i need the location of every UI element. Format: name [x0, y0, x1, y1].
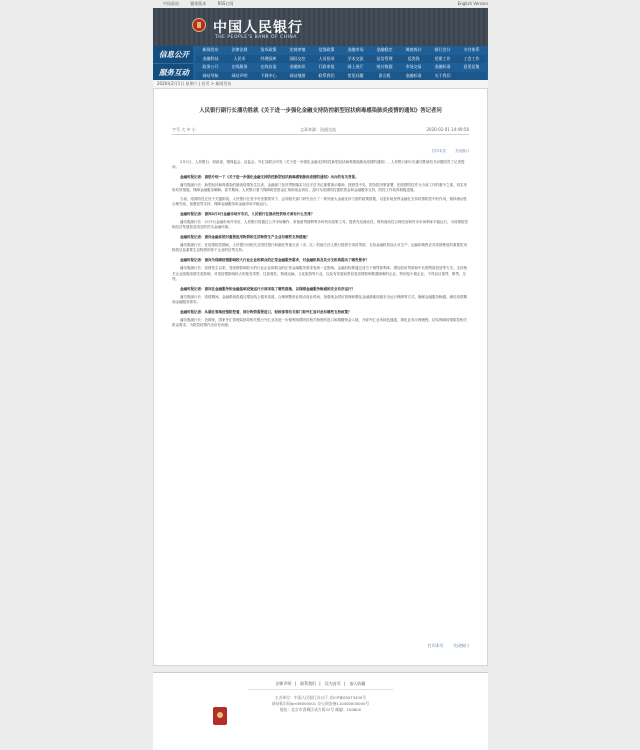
nav-item[interactable]: 银行会计 [434, 47, 451, 52]
masthead [153, 8, 488, 46]
footer-link[interactable]: 法律声明 [275, 681, 292, 686]
answer-paragraph: 当前，疫情防控正处于关键阶段。人民银行在党中央坚强领导下，会同相关部门研究出台了一系列加大金融支持力度的政策措施，以更好地发挥金融在支持疫情防控中的作用，保持流动性合理充裕，加强信贷支持，保障金融服务和金融市场平稳运行。 [172, 196, 467, 206]
nav-item[interactable]: 反洗钱 [407, 55, 420, 61]
nav-item[interactable]: 人员招录 [318, 55, 335, 61]
main-navigation [153, 46, 488, 80]
footer-link[interactable]: 加入收藏 [349, 681, 366, 686]
nav-item[interactable]: 关于我们 [434, 72, 451, 78]
nav-item[interactable]: 信贷政策 [318, 47, 335, 52]
answer-paragraph: 潘功胜副行长：新型冠状病毒感染的肺炎疫情发生以来，金融部门坚决贯彻落实习近平总书记重要指示精神，按照党中央、国务院决策部署，把疫情防控作为当前工作的重中之重，切实采取有效措施，保障金融服务顺畅。春节期间，人民银行着力保障防控资金汇划和现金供应，及时为疫情防控提供资金和金融服务支持，防控工作取得积极进展。 [172, 183, 467, 193]
answer-paragraph: 潘功胜副行长：疫情期间，金融系统将通过增加线上服务渠道、合理调整营业网点营业时间、加强现金供应管理和强化金融基础设施安全运行保障等方式，确保金融服务畅通，满足疫情期间金融服务需求。 [172, 294, 467, 304]
article-source: 文章来源：沟通交流 [300, 127, 336, 132]
footer-line: 网站标识码bm36000001 京公网安备110400000000号 [271, 701, 370, 706]
question-paragraph: 金融时报记者：请问为保障疫情影响较大行业企业和群众的正常金融服务需求，对金融机构及其分支机构提出了哪些要求？ [180, 258, 369, 263]
nav-item[interactable]: 网上展厅 [347, 64, 364, 69]
article-tools-bottom [420, 643, 469, 649]
nav-item[interactable]: 意见征集 [463, 64, 480, 69]
question-paragraph: 金融时报记者：请问在金融服务和金融基础设施运行方面采取了哪些措施，以保障金融服务畅通和安全有序运行？ [180, 286, 355, 291]
question-paragraph: 金融时报记者：从湖北等地疫情防控看，部分物资需要进口，财政部等有关部门和外汇局对此有哪些支持政策？ [180, 309, 352, 314]
nav-item[interactable]: 金融市场 [347, 47, 364, 52]
nav-row-2 [196, 55, 486, 64]
rss-link[interactable]: RSS订阅 [217, 1, 234, 6]
article-date: 2020-02-01 14:49:56 [426, 127, 469, 132]
footer-line: 地址：北京市西城区成方街32号 邮编：100800 [279, 707, 362, 712]
font-size-switch[interactable]: 字号 大 中 小 [172, 127, 196, 132]
question-paragraph: 金融时报记者：请您介绍一下《关于进一步强化金融支持防控新型冠状病毒感染肺炎疫情的通知》出台的有关背景。 [180, 175, 359, 180]
nav-item[interactable]: 在线服务 [231, 64, 248, 69]
top-utility-bar [153, 0, 488, 7]
nav-item[interactable]: 金融标准 [405, 72, 422, 78]
footer-link[interactable]: 联系我们 [300, 681, 317, 686]
print-link[interactable]: 打印本页 [427, 643, 444, 648]
nav-item[interactable]: 金融标准 [434, 64, 451, 69]
answer-paragraph: 2月1日，人民银行、财政部、银保监会、证监会、外汇局联合印发《关于进一步强化金融支持防控新型冠状病毒感染肺炎疫情的通知》，人民银行副行长潘功胜就有关问题回答了记者提问。 [172, 160, 465, 170]
footer-link[interactable]: 设为首页 [324, 681, 341, 686]
nav-item[interactable]: 政务公开 [202, 64, 219, 69]
nav-item[interactable]: 支付体系 [463, 47, 480, 52]
nav-item[interactable]: 党建工作 [434, 55, 451, 61]
nav-item[interactable]: 下载中心 [260, 72, 277, 78]
nav-item[interactable]: 法律法规 [231, 47, 248, 52]
article-title: 人民银行副行长潘功胜就《关于进一步强化金融支持防控新型冠状病毒感染肺炎疫情的通知》答记者问 [199, 108, 442, 114]
bank-emblem-icon [192, 18, 206, 32]
nav-item[interactable] [457, 72, 486, 81]
nav-item[interactable]: 金融稳定 [376, 47, 393, 52]
question-paragraph: 金融时报记者：请问2月3日金融市场开市后，人民银行在流动性供给方面有什么安排？ [180, 211, 315, 216]
answer-paragraph: 潘功胜副行长：疫情发生以来，受疫情影响较大的行业企业和群众的正常金融服务需求受到一定影响。金融机构要通过适当下调贷款利率、增加信用贷款和中长期贷款投放等方式，支持相关企业战胜疫情灾害影响，对受疫情影响较大的批发零售、住宿餐饮、物流运输、文化旅游等行业，以及有发展前景但受疫情影响暂遇困难的企业，特别是小微企业，不得盲目抽贷、断贷、压贷。 [172, 266, 467, 281]
answer-paragraph: 潘功胜副行长：2月3日金融市场开市后，人民银行将通过公开市场操作、常备借贷便利等多种货币政策工具，提供充足流动性，保持流动性合理充裕和货币市场利率平稳运行，为疫情防控和经济发展营造适宜的货币金融环境。 [172, 219, 468, 229]
article-tools-top [172, 149, 469, 154]
footer-divider [248, 689, 393, 690]
question-paragraph: 金融时报记者：请问金融系统对重要医用物资和生活物资生产企业有哪些支持措施？ [180, 235, 310, 240]
nav-label-info: 信息公开 [153, 46, 193, 63]
site-title-english: THE PEOPLE'S BANK OF CHINA [215, 35, 297, 40]
footer-info [153, 695, 488, 713]
answer-paragraph: 潘功胜副行长：近期来，国家外汇管理局指导相关银行外汇业务进一步便利疫情防控相关物资的进口和捐赠资金入境，开辟外汇业务绿色通道，简化业务办理流程，切实保障疫情防控相关资金需求，为防控疫情作出应有贡献。 [172, 318, 467, 328]
site-title[interactable]: 中国人民银行 [213, 20, 303, 36]
print-link[interactable]: 打印本页 [431, 149, 446, 153]
nav-item[interactable]: 留言板 [378, 72, 391, 78]
article-body [172, 149, 469, 331]
article-panel [153, 88, 488, 666]
close-window-link[interactable]: 关闭窗口 [455, 149, 469, 153]
nav-item[interactable]: 宏观审慎 [289, 47, 306, 52]
nav-row-1 [196, 46, 486, 55]
paragraph-list [172, 160, 469, 328]
answer-paragraph: 潘功胜副行长：在疫情防控期间，人民银行向相关全国性银行和湖北等重点省（市、区）的地方法人银行提供专项再贷款，支持金融机构加大对生产、运输和销售应对疫情使用的重要医用物资以及重要生活物资的骨干企业的信贷支持。 [172, 243, 467, 253]
english-version-link[interactable]: English Version [457, 1, 488, 6]
nav-item[interactable]: 网站声明 [231, 72, 248, 78]
nav-item[interactable]: 国际交往 [289, 55, 306, 61]
close-window-link[interactable]: 关闭窗口 [453, 643, 469, 648]
nav-item[interactable]: 金融科技 [202, 55, 219, 61]
nav-item[interactable]: 网站导航 [202, 72, 219, 78]
nav-item[interactable]: 工会工作 [463, 55, 480, 61]
nav-item[interactable]: 新闻发布 [202, 47, 219, 52]
footer-line: 主办单位：中国人民银行办公厅 京ICP备05073439号 [274, 695, 367, 700]
nav-item[interactable]: 在线访谈 [260, 64, 277, 69]
nav-item[interactable]: 市场交易 [405, 64, 422, 69]
traditional-link[interactable]: 繁体版本 [190, 1, 207, 6]
nav-row-4 [196, 72, 486, 81]
nav-item[interactable]: 人民币 [233, 55, 246, 61]
nav-item[interactable]: 联系我们 [318, 72, 335, 78]
nav-item[interactable]: 统计数据 [376, 64, 393, 69]
breadcrumb: 2020年2月1日 星期六 | 首页 > 新闻发布 [153, 80, 488, 88]
nav-item[interactable]: 经理国库 [260, 55, 277, 61]
nav-item[interactable]: 金融知识 [289, 64, 306, 69]
nav-label-service: 服务互动 [153, 63, 193, 80]
nav-item[interactable]: 行政审批 [318, 64, 335, 69]
footer-links: 法律声明 | 联系我们 | 设为首页 | 加入收藏 [275, 681, 366, 686]
nav-item[interactable]: 征信管理 [376, 55, 393, 61]
site-footer [153, 672, 488, 750]
article-meta [172, 127, 469, 135]
nav-item[interactable]: 调查统计 [405, 47, 422, 52]
nav-row-3 [196, 63, 486, 72]
gov-link[interactable]: 中国政府 [163, 1, 179, 6]
nav-item[interactable]: 网站地图 [289, 72, 306, 78]
nav-item[interactable]: 货币政策 [260, 47, 277, 52]
nav-item[interactable]: 学术交流 [347, 55, 364, 61]
nav-item[interactable]: 常见问题 [347, 72, 364, 78]
